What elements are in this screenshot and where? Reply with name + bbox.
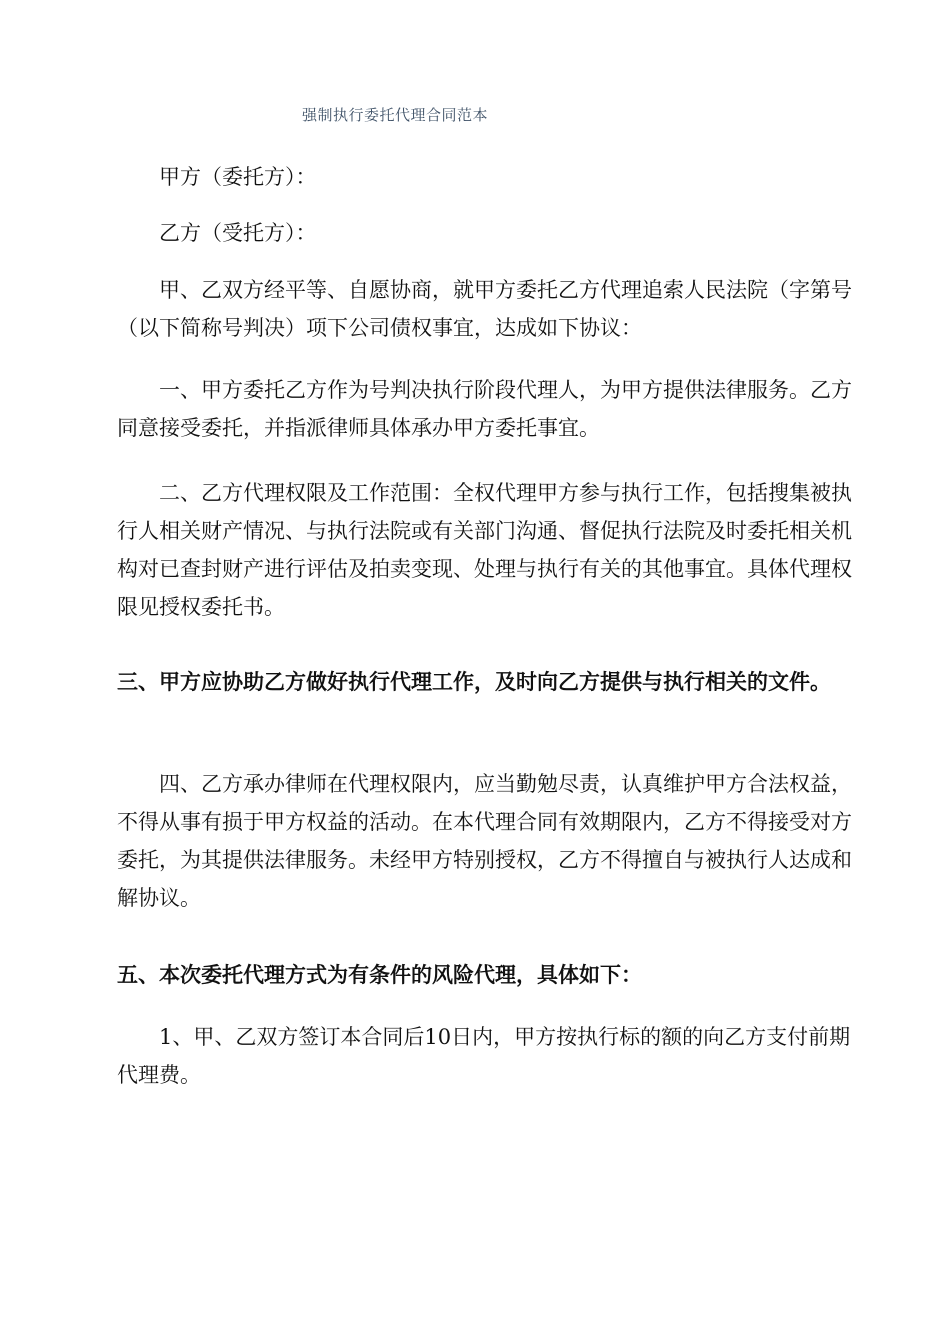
clause-4-paragraph: 四、乙方承办律师在代理权限内，应当勤勉尽责，认真维护甲方合法权益，不得从事有损于甲方权益的活动。在本代理合同有效期限内，乙方不得接受对方委托，为其提供法律服务。未经甲方特别授权，乙方不得擅自与被执行人达成和解协议。 bbox=[117, 772, 852, 910]
party-b-line: 乙方（受托方）： bbox=[159, 221, 317, 245]
clause-1-paragraph: 一、甲方委托乙方作为号判决执行阶段代理人，为甲方提供法律服务。乙方同意接受委托，并指派律师具体承办甲方委托事宜。 bbox=[117, 378, 852, 440]
clause-5-item-1-paragraph: 1、甲、乙双方签订本合同后10日内，甲方按执行标的额的向乙方支付前期代理费。 bbox=[117, 1025, 851, 1087]
clause-5-heading: 五、本次委托代理方式为有条件的风险代理，具体如下： bbox=[117, 962, 642, 987]
clause-3-paragraph: 三、甲方应协助乙方做好执行代理工作，及时向乙方提供与执行相关的文件。 bbox=[117, 669, 831, 694]
preamble-paragraph: 甲、乙双方经平等、自愿协商，就甲方委托乙方代理追索人民法院（字第号（以下简称号判决）项下公司债权事宜，达成如下协议： bbox=[117, 278, 852, 340]
party-a-line: 甲方（委托方）： bbox=[159, 165, 317, 189]
document-title: 强制执行委托代理合同范本 bbox=[302, 106, 489, 124]
clause-2-paragraph: 二、乙方代理权限及工作范围：全权代理甲方参与执行工作，包括搜集被执行人相关财产情况、与执行法院或有关部门沟通、督促执行法院及时委托相关机构对已查封财产进行评估及拍卖变现、处理与执行有关的其他事宜。具体代理权限见授权委托书。 bbox=[117, 481, 852, 619]
